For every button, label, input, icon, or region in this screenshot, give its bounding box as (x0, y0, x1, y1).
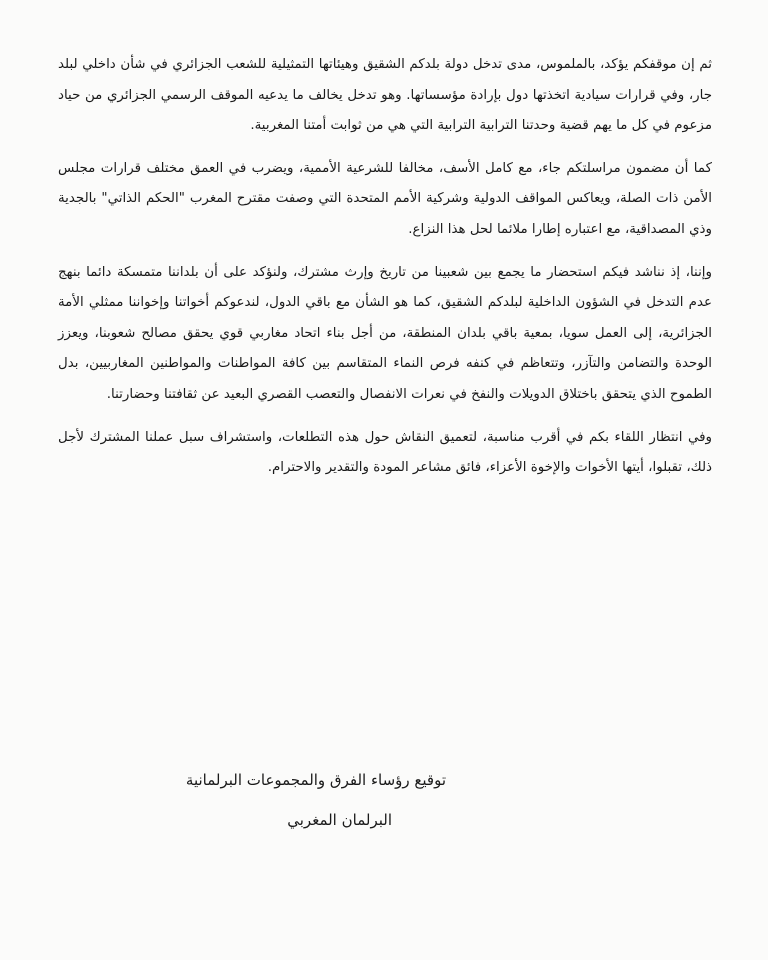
signature-institution: البرلمان المغربي (287, 811, 392, 829)
letter-paragraph-3: وإننا، إذ نناشد فيكم استحضار ما يجمع بين شعبينا من تاريخ وإرث مشترك، ولنؤكد على أن بلداننا متمسكة دائما بنهج عدم التدخل في الشؤون الداخلية لبلدكم الشقيق، كما هو الشأن مع باقي الدول، لندعوكم أخواتنا وإخواننا ممثلي الأمة الجزائرية، إلى العمل سويا، بمعية باقي بلدان المنطقة، من أجل بناء اتحاد مغاربي قوي يحقق مصالح شعوبنا، ويعزز الوحدة والتضامن والتآزر، وتتعاظم في كنفه فرص النماء المتقاسم بين كافة المواطنات والمواطنين المغاربيين، بدل الطموح الذي يتحقق باختلاق الدويلات والنفخ في نعرات الانفصال والتعصب القصري البعيد عن ثقافتنا وحضارتنا. (58, 264, 712, 402)
letter-paragraph-4: وفي انتظار اللقاء بكم في أقرب مناسبة، لتعميق النقاش حول هذه التطلعات، واستشراف سبل عملنا المشترك لأجل ذلك، تقبلوا، أيتها الأخوات والإخوة الأعزاء، فائق مشاعر المودة والتقدير والاحترام. (58, 429, 712, 476)
signature-block (26, 760, 446, 840)
letter-paragraph-1: ثم إن موقفكم يؤكد، بالملموس، مدى تدخل دولة بلدكم الشقيق وهيئاتها التمثيلية للشعب الجزائري في شأن داخلي لبلد جار، وفي قرارات سيادية اتخذتها دول بإرادة مؤسساتها. وهو تدخل يخالف ما يدعيه الموقف الرسمي الجزائري من حياد مزعوم في كل ما يهم قضية وحدتنا الترابية الترابية التي هي من ثوابت أمتنا المغربية. (58, 57, 712, 134)
letter-body (58, 50, 712, 496)
signature-title: توقيع رؤساء الفرق والمجموعات البرلمانية (185, 771, 446, 789)
letter-paragraph-2: كما أن مضمون مراسلتكم جاء، مع كامل الأسف، مخالفا للشرعية الأممية، ويضرب في العمق مختلف قرارات مجلس الأمن ذات الصلة، ويعاكس المواقف الدولية وشركية الأمم المتحدة التي وصفت مقترح المغرب "الحكم الذاتي" بالجدية وذي المصداقية، مع اعتباره إطارا ملائما لحل هذا النزاع. (58, 160, 712, 237)
